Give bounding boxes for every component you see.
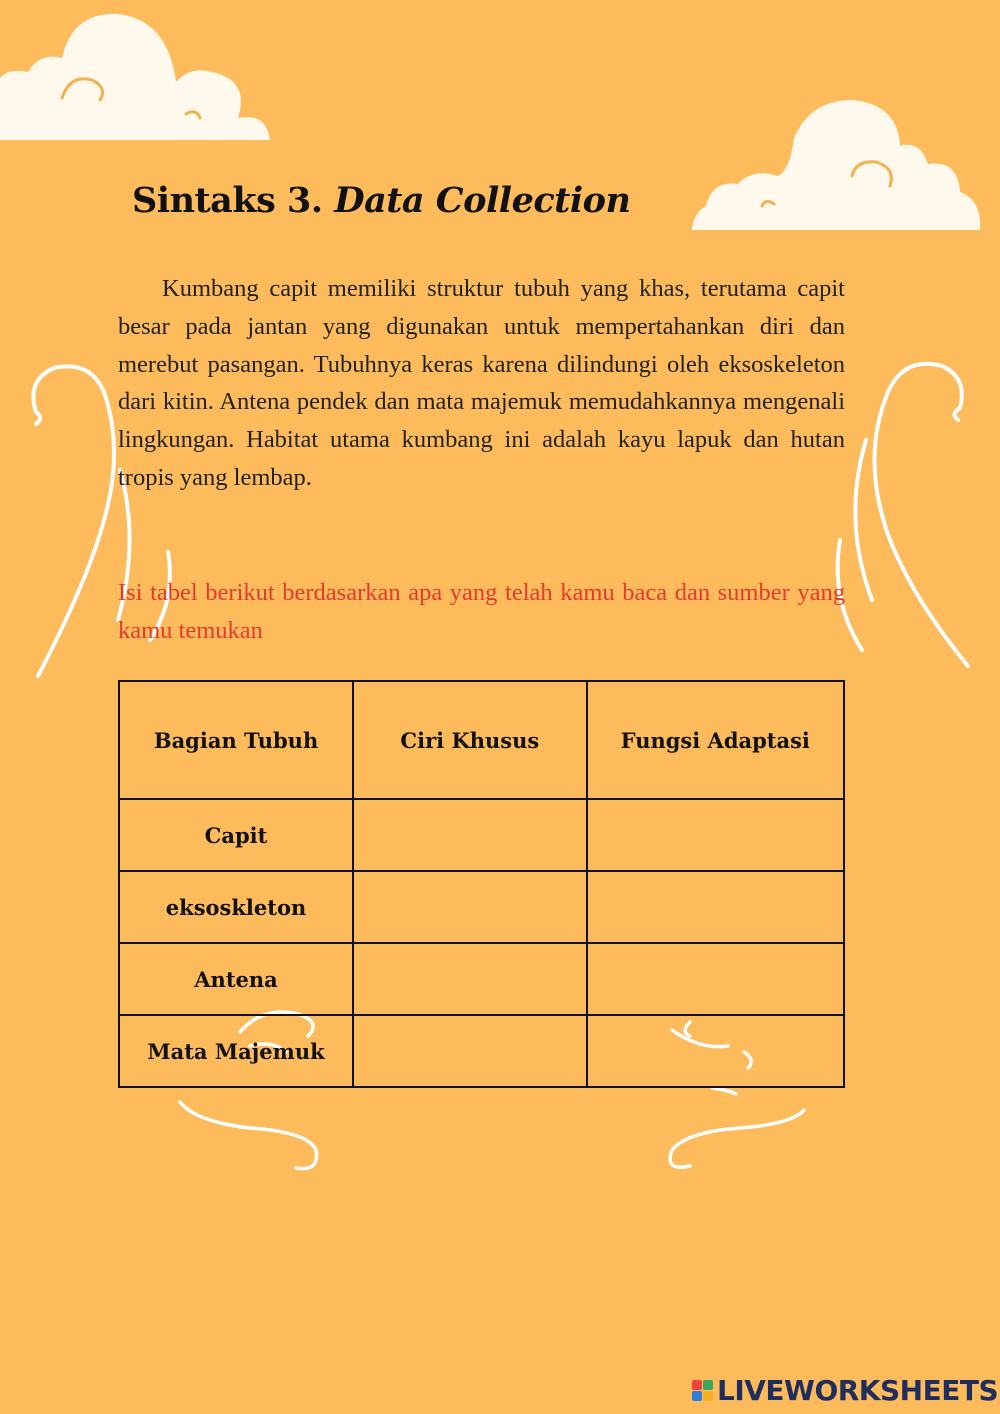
cloud-icon [692,100,980,230]
liveworksheets-logo-icon [692,1380,713,1401]
row-label: Capit [119,799,353,871]
title-emphasis: Data Collection [334,180,631,221]
table-row [119,1015,844,1087]
header-ciri-khusus: Ciri Khusus [353,681,587,799]
row-label: Mata Majemuk [119,1015,353,1087]
table-row [119,799,844,871]
liveworksheets-brand[interactable] [692,1372,998,1408]
adaptation-table [118,680,845,1088]
title-prefix: Sintaks 3. [132,180,323,221]
swirl-icon [762,162,891,206]
answer-cell-fungsi[interactable] [587,943,844,1015]
table-header-row [119,681,844,799]
table-row [119,871,844,943]
swirl-icon [838,364,968,666]
answer-cell-ciri[interactable] [353,1015,587,1087]
answer-cell-fungsi[interactable] [587,799,844,871]
reading-paragraph: Kumbang capit memiliki struktur tubuh yang khas, terutama capit besar pada jantan yang digunakan untuk mempertahankan diri dan merebut pasangan. Tubuhnya keras karena dilindungi oleh eksoskeleton dari kitin. Antena pendek dan mata majemuk memudahkannya mengenali lingkungan. Habitat utama kumbang ini adalah kayu lapuk dan hutan tropis yang lembap. [118,275,845,491]
brand-name: LIVEWORKSHEETS [717,1373,999,1407]
swirl-icon [62,79,200,118]
cloud-icon [0,14,270,140]
header-fungsi-adaptasi: Fungsi Adaptasi [587,681,844,799]
instruction-text: Isi tabel berikut berdasarkan apa yang telah kamu baca dan sumber yang kamu temukan [118,579,845,644]
row-label: Antena [119,943,353,1015]
bunting-decoration [692,226,980,230]
answer-cell-fungsi[interactable] [587,871,844,943]
answer-cell-ciri[interactable] [353,871,587,943]
answer-cell-ciri[interactable] [353,943,587,1015]
row-label: eksoskleton [119,871,353,943]
page-title [132,180,630,221]
answer-cell-ciri[interactable] [353,799,587,871]
table-row [119,943,844,1015]
header-bagian-tubuh: Bagian Tubuh [119,681,353,799]
answer-cell-fungsi[interactable] [587,1015,844,1087]
